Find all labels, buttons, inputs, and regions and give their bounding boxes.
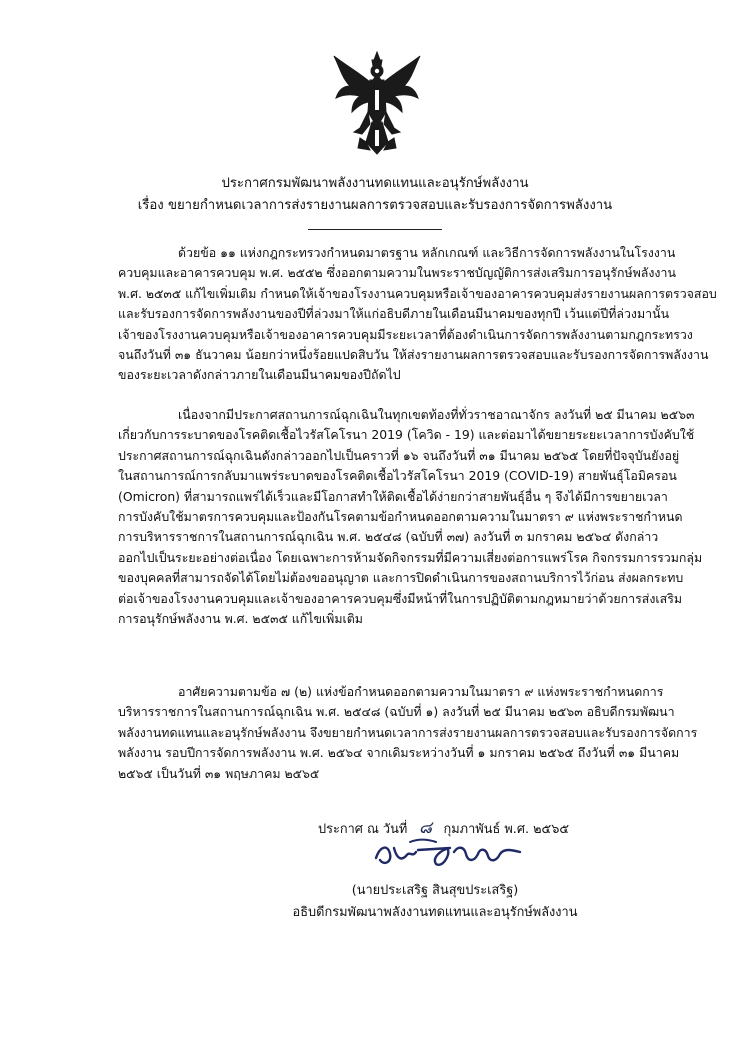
paragraph-line: ประกาศสถานการณ์ฉุกเฉินดังกล่าวออกไปเป็นคราวที่ ๑๖ จนถึงวันที่ ๓๑ มีนาคม ๒๕๖๕ โดยที่ปัจจุบันยังอยู่ xyxy=(118,447,680,463)
paragraph-line: อาศัยความตามข้อ ๗ (๒) แห่งข้อกำหนดออกตามความในมาตรา ๙ แห่งพระราชกำหนดการ xyxy=(178,684,664,699)
paragraph-line: และรับรองการจัดการพลังงานของปีที่ล่วงมาให้แก่อธิบดีภายในเดือนมีนาคมของทุกปี เว้นแต่ปีที่ล่วงมานั้น xyxy=(118,306,670,322)
announcement-subject: เรื่อง ขยายกำหนดเวลาการส่งรายงานผลการตรวจสอบและรับรองการจัดการพลังงาน xyxy=(137,198,613,213)
paragraph-line: พลังงาน รอบปีการจัดการพลังงาน พ.ศ. ๒๕๖๔ จากเดิมระหว่างวันที่ ๑ มกราคม ๒๕๖๕ ถึงวันที่ ๓๑ มีนาคม xyxy=(118,745,680,761)
paragraph-line: การบริหารราชการในสถานการณ์ฉุกเฉิน พ.ศ. ๒๕๔๘ (ฉบับที่ ๓๗) ลงวันที่ ๓ มกราคม ๒๕๖๔ ดังกล่าว xyxy=(118,529,659,545)
paragraph-line: การอนุรักษ์พลังงาน พ.ศ. ๒๕๓๕ แก้ไขเพิ่มเติม xyxy=(118,610,363,626)
paragraph-1 xyxy=(118,243,717,386)
paragraph-line: ควบคุมและอาคารควบคุม พ.ศ. ๒๕๕๒ ซึ่งออกตามความในพระราชบัญญัติการส่งเสริมการอนุรักษ์พลังงาน xyxy=(118,265,676,281)
paragraph-line: ด้วยข้อ ๑๑ แห่งกฎกระทรวงกำหนดมาตรฐาน หลักเกณฑ์ และวิธีการจัดการพลังงานในโรงงาน xyxy=(178,245,676,260)
paragraph-line: ในสถานการณ์การกลับมาแพร่ระบาดของโรคติดเชื้อไวรัสโคโรนา 2019 (COVID-19) สายพันธุ์โอมิครอน xyxy=(118,468,677,484)
paragraph-line: ออกไปเป็นระยะอย่างต่อเนื่อง โดยเฉพาะการห้ามจัดกิจกรรมที่มีความเสี่ยงต่อการแพร่โรค กิจกรรมการรวมกลุ่ม xyxy=(118,549,703,565)
dateline-suffix: กุมภาพันธ์ พ.ศ. ๒๕๖๕ xyxy=(443,822,570,837)
garuda-emblem-icon xyxy=(330,50,424,160)
paragraph-line: ของบุคคลที่สามารถจัดได้โดยไม่ต้องขออนุญาต และการปิดดำเนินการของสถานบริการไว้ก่อน ส่งผลกระทบ xyxy=(118,570,684,586)
paragraph-2 xyxy=(118,405,703,629)
dateline-day: ๘ xyxy=(418,818,432,838)
paragraph-line: เกี่ยวกับการระบาดของโรคติดเชื้อไวรัสโคโรนา 2019 (โควิด - 19) และต่อมาได้ขยายระยะเวลาการบังคับใช้ xyxy=(118,427,695,443)
paragraph-line: บริหารราชการในสถานการณ์ฉุกเฉิน พ.ศ. ๒๕๔๘ (ฉบับที่ ๑) ลงวันที่ ๒๕ มีนาคม ๒๕๖๓ อธิบดีกรมพัฒนา xyxy=(118,704,675,720)
divider xyxy=(308,229,442,230)
signer-name: (นายประเสริฐ สินสุขประเสริฐ) xyxy=(351,883,519,898)
paragraph-line: ของระยะเวลาดังกล่าวภายในเดือนมีนาคมของปีถัดไป xyxy=(118,367,401,383)
paragraph-line: พ.ศ. ๒๕๓๕ แก้ไขเพิ่มเติม กำหนดให้เจ้าของโรงงานควบคุมหรือเจ้าของอาคารควบคุมส่งรายงานผลการตรวจสอบ xyxy=(118,285,717,301)
paragraph-line: ๒๕๖๕ เป็นวันที่ ๓๑ พฤษภาคม ๒๕๖๕ xyxy=(118,765,320,781)
paragraph-3 xyxy=(118,682,698,784)
paragraph-line: เนื่องจากมีประกาศสถานการณ์ฉุกเฉินในทุกเขตท้องที่ทั่วราชอาณาจักร ลงวันที่ ๒๕ มีนาคม ๒๕๖๓ xyxy=(178,407,695,422)
dateline-prefix: ประกาศ ณ วันที่ xyxy=(318,822,408,837)
paragraph-line: จนถึงวันที่ ๓๑ ธันวาคม น้อยกว่าหนึ่งร้อยแปดสิบวัน ให้ส่งรายงานผลการตรวจสอบและรับรองการจัดการพลังงาน xyxy=(118,346,709,362)
signer-position: อธิบดีกรมพัฒนาพลังงานทดแทนและอนุรักษ์พลังงาน xyxy=(292,905,578,920)
paragraph-line: พลังงานทดแทนและอนุรักษ์พลังงาน จึงขยายกำหนดเวลาการส่งรายงานผลการตรวจสอบและรับรองการจัดการ xyxy=(118,724,698,740)
paragraph-line: การบังคับใช้มาตรการควบคุมและป้องกันโรคตามข้อกำหนดออกตามความในมาตรา ๙ แห่งพระราชกำหนด xyxy=(118,508,683,524)
announcement-title: ประกาศกรมพัฒนาพลังงานทดแทนและอนุรักษ์พลังงาน xyxy=(221,176,529,191)
paragraph-line: ต่อเจ้าของโรงงานควบคุมและเจ้าของอาคารควบคุมซึ่งมีหน้าที่ในการปฏิบัติตามกฎหมายว่าด้วยการส่งเสริม xyxy=(118,590,683,606)
paragraph-line: เจ้าของโรงงานควบคุมหรือเจ้าของอาคารควบคุมมีระยะเวลาที่ต้องดำเนินการจัดการพลังงานตามกฎกระทรวง xyxy=(118,326,693,342)
paragraph-line: (Omicron) ที่สามารถแพร่ได้เร็วและมีโอกาสทำให้ติดเชื้อได้ง่ายกว่าสายพันธุ์อื่น ๆ จึงได้มีการขยายเวลา xyxy=(118,488,668,504)
signature-icon xyxy=(370,828,540,878)
